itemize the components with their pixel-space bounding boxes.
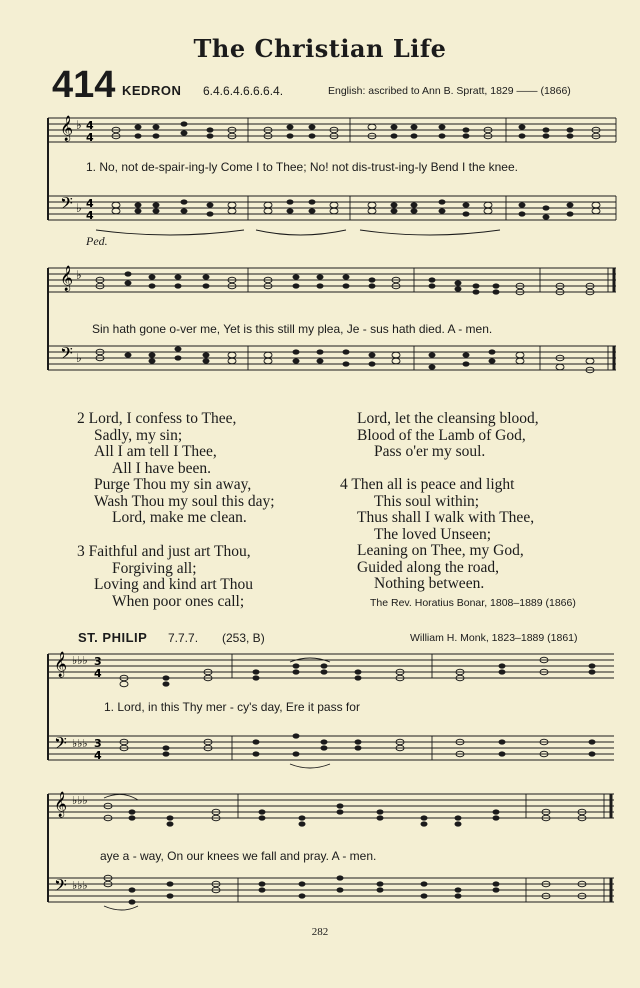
verse-line: All I have been.	[112, 459, 211, 477]
verse-line: Lord, make me clean.	[112, 509, 247, 526]
author-credit: The Rev. Horatius Bonar, 1808–1889 (1866)	[370, 597, 576, 609]
verse-line: Thus shall I walk with Thee,	[357, 509, 535, 526]
svg-text:♭: ♭	[76, 268, 82, 282]
verse-line: Pass o'er my soul.	[374, 443, 486, 460]
lyric-line-4: aye a - way, On our knees we fall and pray. A - men.	[100, 849, 377, 863]
svg-text:♭: ♭	[76, 201, 82, 215]
svg-text:♭: ♭	[76, 118, 82, 132]
translation-credit: English: ascribed to Ann B. Spratt, 1829 —— (1866)	[328, 85, 571, 97]
verse-line: This soul within;	[374, 492, 480, 510]
svg-text:𝄞: 𝄞	[60, 116, 74, 141]
lyric-line-1: 1. No, not de-spair-ing-ly Come I to Thee; No! not dis-trust-ing-ly Bend I the knee.	[86, 160, 518, 174]
svg-text:♭: ♭	[76, 351, 82, 365]
verse-line: When poor ones call;	[112, 592, 245, 610]
svg-text:𝄞: 𝄞	[54, 652, 68, 677]
music-system-1	[0, 108, 640, 248]
svg-text:4: 4	[86, 197, 94, 210]
svg-text:3: 3	[94, 655, 102, 668]
verse-line: All I am tell I Thee,	[94, 443, 217, 460]
svg-text:3: 3	[94, 737, 102, 750]
svg-text:4: 4	[94, 667, 102, 680]
page-title: The Christian Life	[193, 34, 447, 63]
pedal-marking: Ped.	[86, 234, 108, 248]
svg-text:♭♭♭: ♭♭♭	[72, 737, 88, 750]
verse-line: Leaning on Thee, my God,	[357, 542, 524, 559]
composer-credit: William H. Monk, 1823–1889 (1861)	[410, 632, 578, 644]
verse-line: Purge Thou my sin away,	[94, 476, 252, 493]
verse-line: Sadly, my sin;	[94, 426, 183, 444]
page-number: 282	[311, 926, 329, 938]
svg-text:4: 4	[86, 119, 94, 132]
verse-line: Wash Thou my soul this day;	[94, 492, 275, 510]
hymn-reference: (253, B)	[222, 631, 265, 645]
stanza-2	[77, 411, 275, 527]
verse-line: The loved Unseen;	[374, 525, 492, 543]
stanza-4	[340, 477, 534, 593]
verse-line: 2 Lord, I confess to Thee,	[77, 410, 237, 427]
meter: 6.4.6.4.6.6.6.4.	[203, 84, 284, 98]
verse-line: Nothing between.	[374, 575, 485, 592]
tune-name: KEDRON	[122, 83, 182, 98]
verse-line: Forgiving all;	[112, 559, 197, 577]
svg-text:4: 4	[86, 209, 94, 222]
verse-line: Lord, let the cleansing blood,	[357, 410, 539, 427]
lyric-line-2: Sin hath gone o-ver me, Yet is this still my plea, Je - sus hath died. A - men.	[92, 322, 493, 336]
svg-text:4: 4	[86, 131, 94, 144]
svg-text:𝄞: 𝄞	[54, 792, 68, 817]
hymn-number: 414	[52, 64, 116, 106]
stanza-2-continued	[357, 411, 539, 461]
svg-text:𝄢: 𝄢	[54, 733, 67, 757]
svg-text:𝄢: 𝄢	[54, 875, 67, 899]
svg-text:4: 4	[94, 749, 102, 762]
svg-text:♭♭♭: ♭♭♭	[72, 794, 88, 807]
svg-text:♭♭♭: ♭♭♭	[72, 879, 88, 892]
verse-line: Guided along the road,	[357, 558, 500, 576]
svg-text:𝄞: 𝄞	[60, 266, 74, 291]
stanza-3	[77, 544, 253, 610]
verse-line: Loving and kind art Thou	[94, 576, 253, 593]
svg-text:♭♭♭: ♭♭♭	[72, 654, 88, 667]
svg-text:𝄢: 𝄢	[60, 343, 73, 367]
svg-text:𝄢: 𝄢	[60, 193, 73, 217]
meter-2: 7.7.7.	[168, 631, 199, 645]
verse-line: 4 Then all is peace and light	[340, 476, 515, 493]
tune-name-2: ST. PHILIP	[78, 630, 148, 645]
verse-line: 3 Faithful and just art Thou,	[77, 543, 251, 560]
verse-line: Blood of the Lamb of God,	[357, 426, 526, 444]
lyric-line-3: 1. Lord, in this Thy mer - cy's day, Ere it pass for	[104, 700, 360, 714]
